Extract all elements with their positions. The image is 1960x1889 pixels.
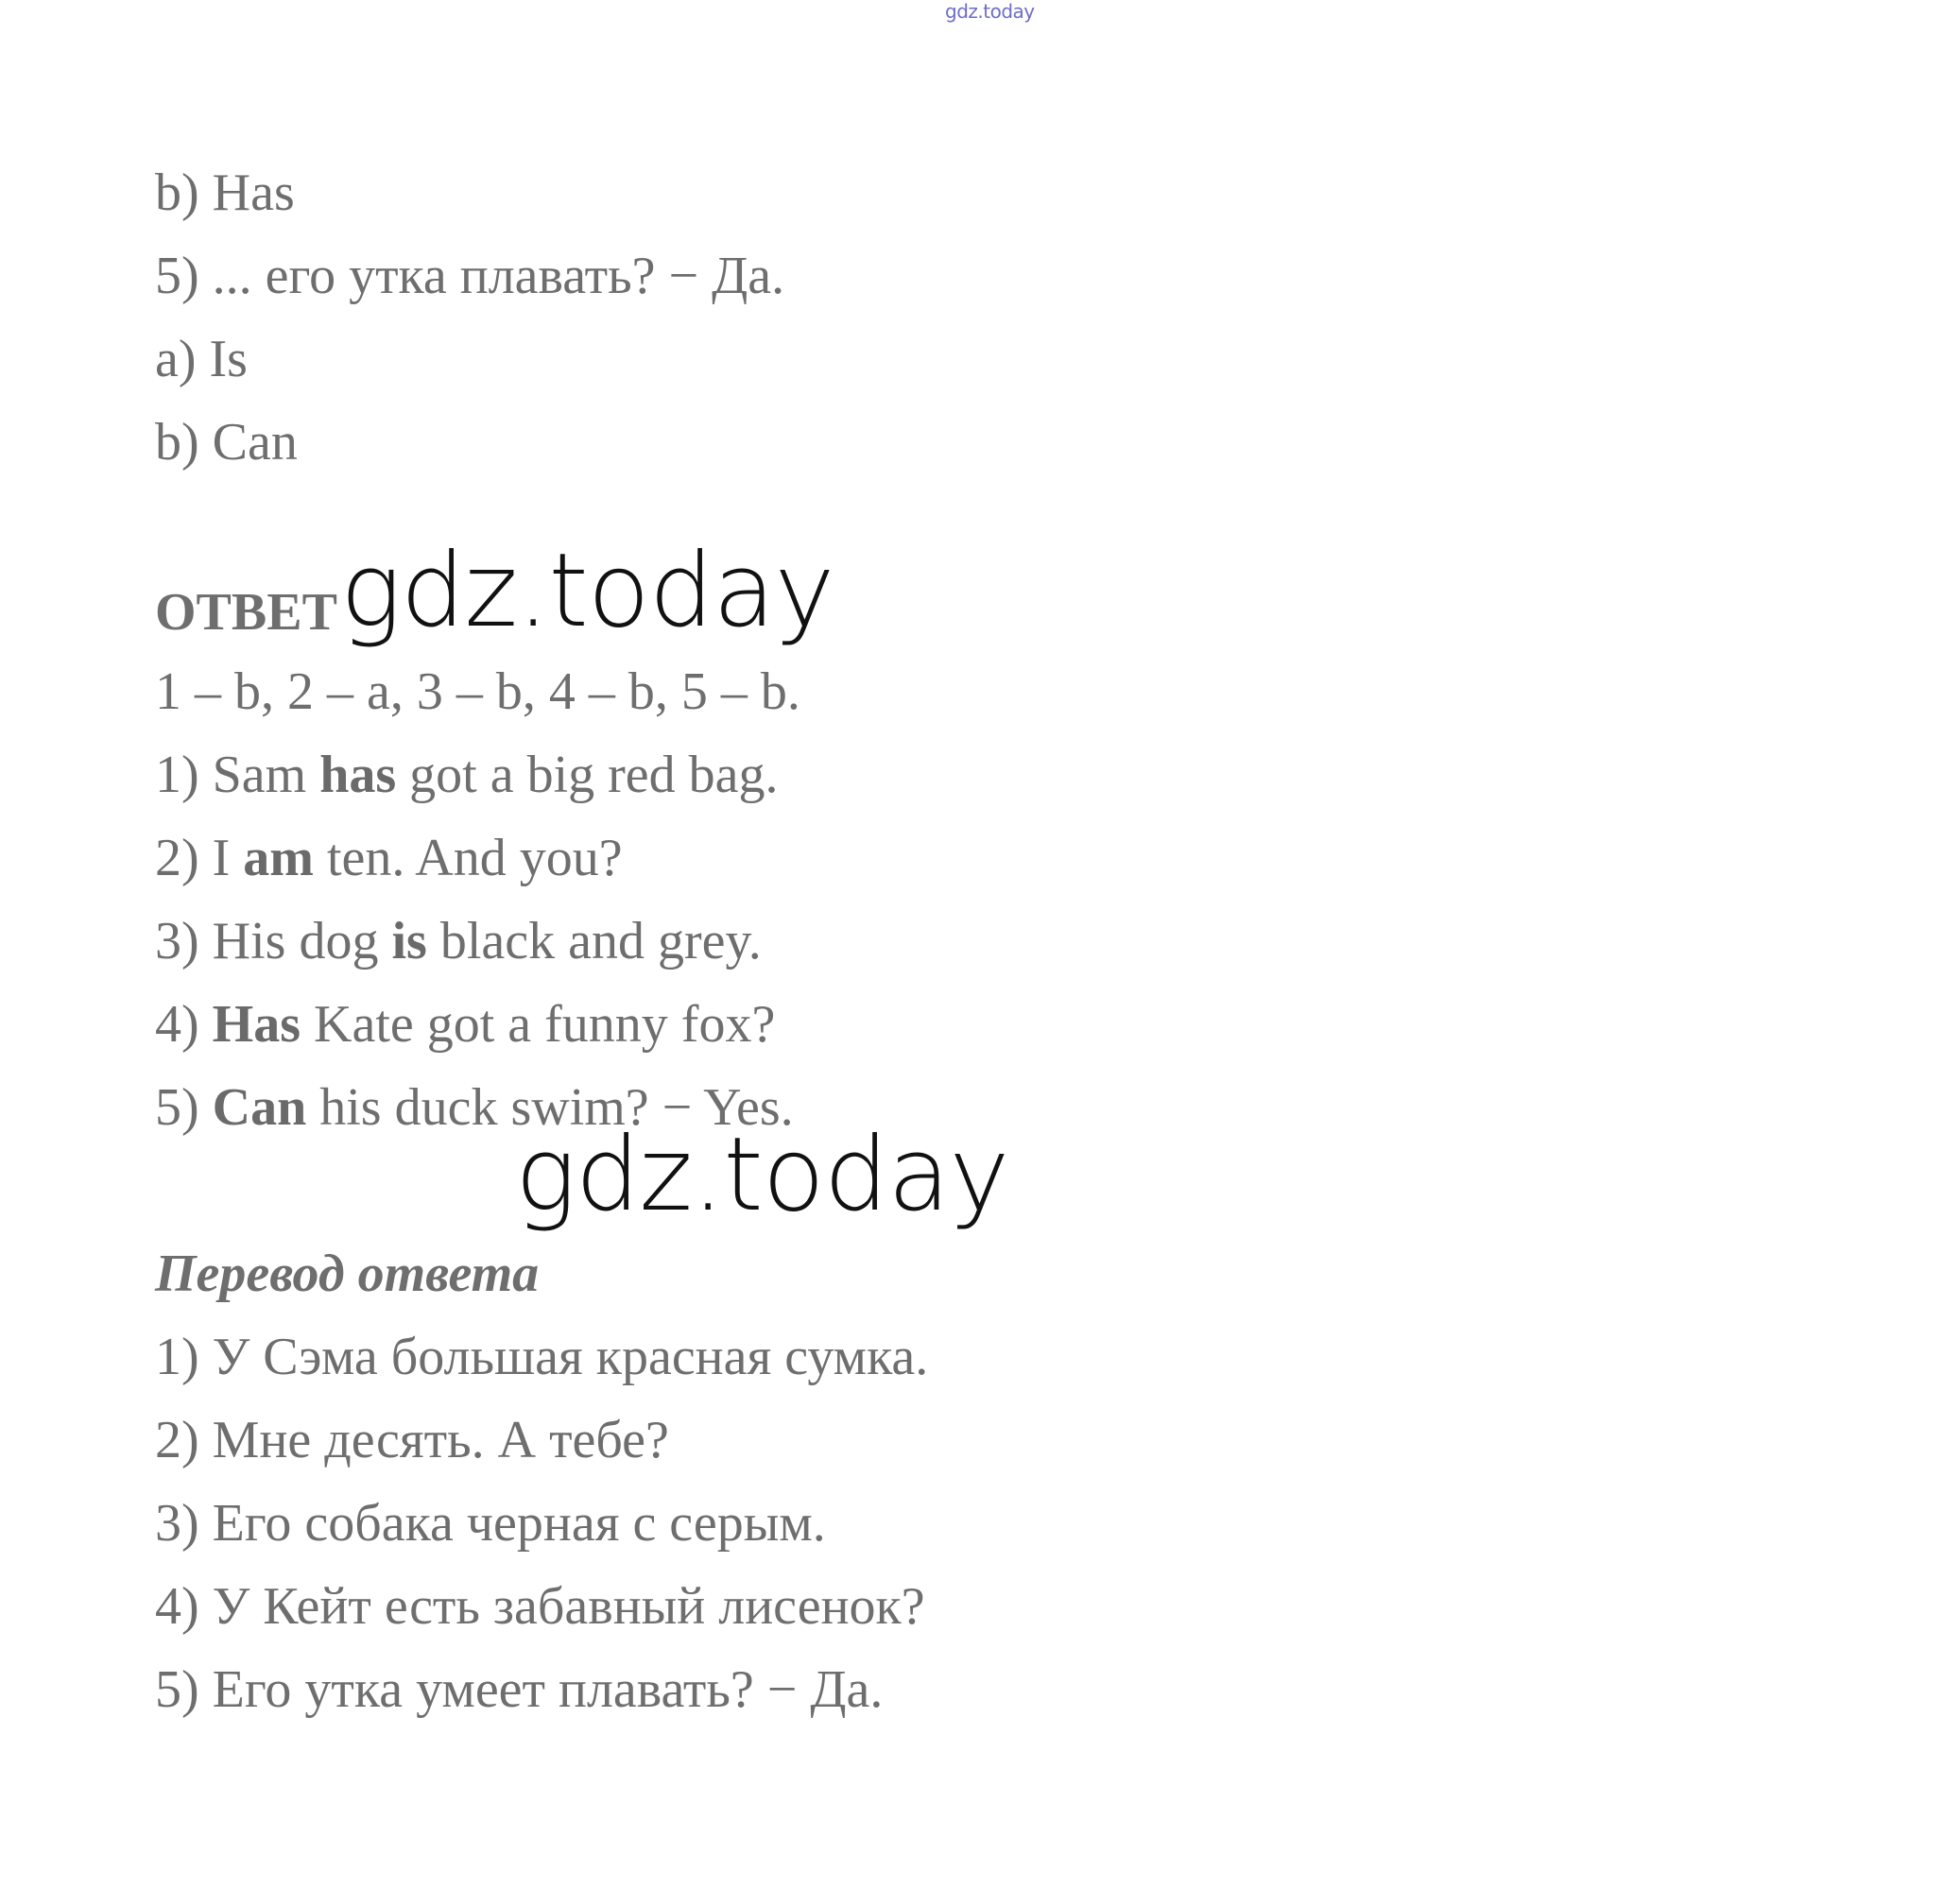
option-a-is: a) Is [155,330,248,388]
bold-verb: is [391,912,427,970]
sentence-text: his duck swim? − Yes. [306,1078,794,1137]
option-b-has: b) Has [155,163,295,222]
translation-line-2: 2) Мне десять. А тебе? [155,1411,669,1469]
lower-watermark: gdz.today [515,1116,1009,1234]
sentence-text: 1) Sam [155,746,320,804]
bold-verb: am [243,829,314,887]
question-5: 5) ... его утка плавать? − Да. [155,247,785,305]
option-b-can: b) Can [155,413,298,472]
answer-key: 1 – b, 2 – a, 3 – b, 4 – b, 5 – b. [155,662,800,721]
bold-verb: Has [212,995,301,1054]
sentence-text: black and grey. [426,912,762,970]
answer-sentence-3 [155,912,762,970]
sentence-text: Kate got a funny fox? [301,995,776,1054]
translation-line-1: 1) У Сэма большая красная сумка. [155,1328,929,1386]
sentence-text: ten. And you? [313,829,623,887]
bold-verb: has [319,746,397,804]
translation-heading: Перевод ответа [155,1245,540,1303]
bold-verb: Can [212,1078,307,1137]
translation-line-3: 3) Его собака черная с серым. [155,1494,826,1553]
translation-line-4: 4) У Кейт есть забавный лисенок? [155,1577,925,1636]
answer-heading: ОТВЕТ [155,583,337,642]
sentence-text: 4) [155,995,213,1054]
answer-sentence-2 [155,829,623,887]
answer-sentence-4 [155,995,776,1054]
sentence-text: 3) His dog [155,912,392,970]
sentence-text: got a big red bag. [396,746,779,804]
sentence-text: 5) [155,1078,213,1137]
sentence-text: 2) I [155,829,244,887]
middle-watermark: gdz.today [340,532,834,650]
answer-sentence-1 [155,746,779,804]
top-watermark: gdz.today [945,0,1035,23]
translation-line-5: 5) Его утка умеет плавать? − Да. [155,1660,884,1719]
